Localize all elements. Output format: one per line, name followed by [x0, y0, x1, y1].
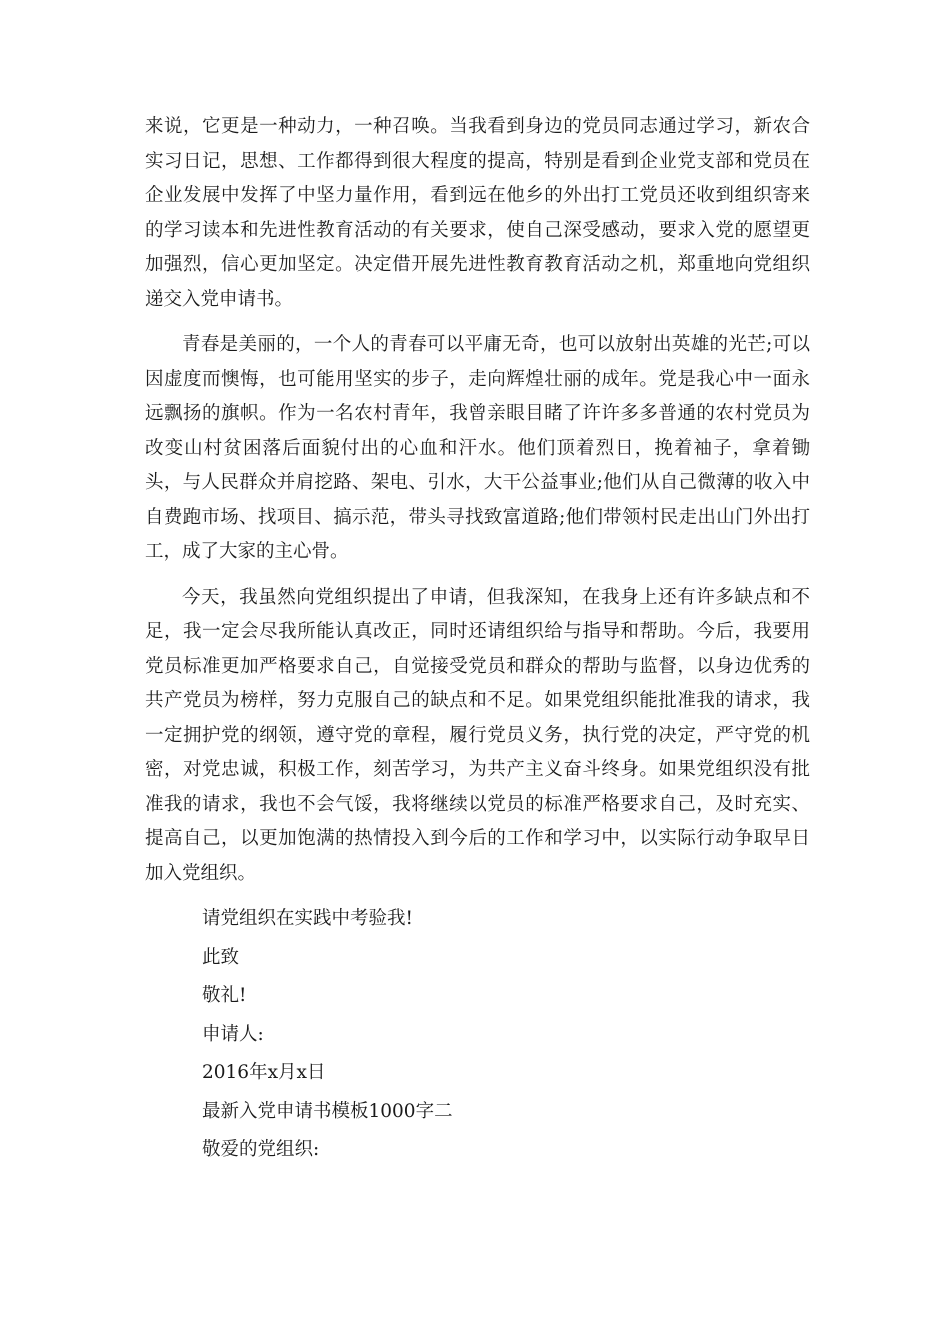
greeting-line: 敬爱的党组织:: [202, 1139, 320, 1160]
closing-request-line: 请党组织在实践中考验我!: [202, 908, 413, 929]
paragraph-3: 今天，我虽然向党组织提出了申请，但我深知，在我身上还有许多缺点和不足，我一定会尽我所能认真改正，同时还请组织给与指导和帮助。今后，我要用党员标准更加严格要求自己，自觉接受党员和群众的帮助与监督，以身边优秀的共产党员为榜样，努力克服自己的缺点和不足。如果党组织能批准我的请求，我一定拥护党的纲领，遵守党的章程，履行党员义务，执行党的决定，严守党的机密，对党忠诚，积极工作，刻苦学习，为共产主义奋斗终身。如果党组织没有批准我的请求，我也不会气馁，我将继续以党员的标准严格要求自己，及时充实、提高自己，以更加饱满的热情投入到今后的工作和学习中，以实际行动争取早日加入党组织。: [145, 586, 810, 884]
paragraph-1: 来说，它更是一种动力，一种召唤。当我看到身边的党员同志通过学习，新农合实习日记，思想、工作都得到很大程度的提高，特别是看到企业党支部和党员在企业发展中发挥了中坚力量作用，看到远在他乡的外出打工党员还收到组织寄来的学习读本和先进性教育活动的有关要求，使自己深受感动，要求入党的愿望更加强烈，信心更加坚定。决定借开展先进性教育教育活动之机，郑重地向党组织递交入党申请书。: [145, 116, 810, 310]
section-title: 最新入党申请书模板1000字二: [202, 1100, 453, 1122]
date-line: 2016年x月x日: [202, 1062, 326, 1083]
salutation-cizhi: 此致: [202, 946, 240, 968]
applicant-label: 申请人:: [202, 1023, 264, 1045]
paragraph-2: 青春是美丽的，一个人的青春可以平庸无奇，也可以放射出英雄的光芒;可以因虚度而懊悔，也可能用坚实的步子，走向辉煌壮丽的成年。党是我心中一面永远飘扬的旗帜。作为一名农村青年，我曾亲眼目睹了许许多多普通的农村党员为改变山村贫困落后面貌付出的心血和汗水。他们顶着烈日，挽着袖子，拿着锄头，与人民群众并肩挖路、架电、引水，大干公益事业;他们从自己微薄的收入中自费跑市场、找项目、搞示范，带头寻找致富道路;他们带领村民走出山门外出打工，成了大家的主心骨。: [145, 334, 810, 562]
salutation-jingli: 敬礼!: [202, 985, 247, 1006]
document-body: [145, 110, 810, 1172]
